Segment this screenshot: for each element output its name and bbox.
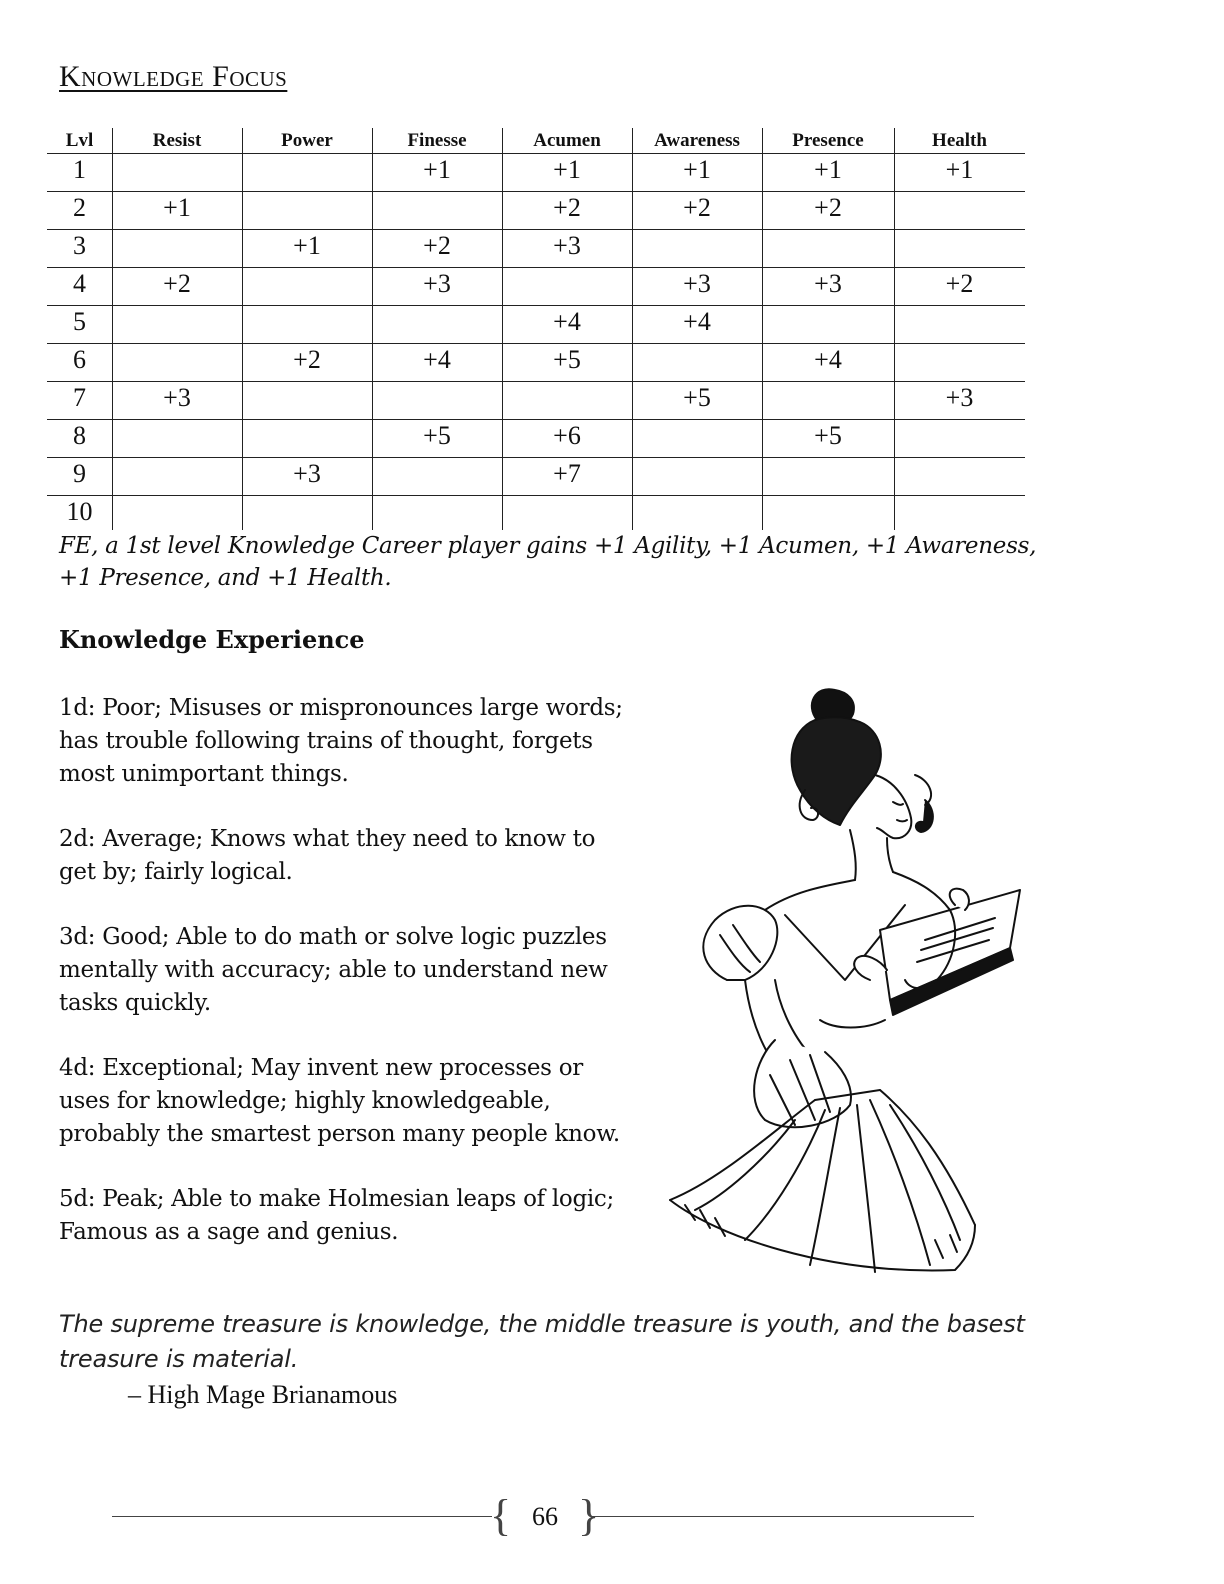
table-cell-presence: +5 — [814, 421, 842, 450]
table-cell-health — [894, 341, 1025, 379]
level-number: 8 — [73, 421, 86, 450]
page-title: Knowledge Focus — [59, 60, 288, 93]
page-footer — [112, 1491, 974, 1540]
table-cell-health — [894, 227, 1025, 265]
table-cell-acumen: +2 — [553, 193, 581, 222]
table-cell-awareness: +4 — [683, 307, 711, 336]
footer-brace-right: } — [578, 1491, 600, 1540]
table-cell-presence — [762, 303, 894, 341]
table-cell-health: +1 — [945, 155, 974, 184]
level-number: 6 — [73, 345, 86, 374]
table-cell-resist — [112, 417, 242, 455]
column-header-presence: Presence — [792, 130, 864, 151]
table-cell-health: +3 — [945, 383, 974, 412]
table-cell-awareness — [632, 455, 762, 493]
experience-level-list — [59, 692, 629, 1281]
table-cell-awareness — [632, 227, 762, 265]
table-cell-finesse — [372, 303, 502, 341]
table-cell-acumen — [502, 265, 632, 303]
column-header-finesse: Finesse — [407, 130, 467, 151]
table-cell-awareness — [632, 341, 762, 379]
column-header-acumen: Acumen — [533, 130, 601, 151]
level-number: 5 — [73, 307, 86, 336]
experience-level-1d: 1d: Poor; Misuses or mispronounces large words; has trouble following trains of thought, forgets most unimportant things. — [59, 695, 623, 787]
level-number: 9 — [73, 459, 86, 488]
table-cell-health — [894, 493, 1025, 531]
column-header-lvl: Lvl — [65, 130, 94, 151]
table-cell-presence — [762, 227, 894, 265]
experience-level-2d: 2d: Average; Knows what they need to know to get by; fairly logical. — [59, 826, 596, 885]
table-cell-health: +2 — [945, 269, 974, 298]
level-number: 4 — [73, 269, 86, 298]
level-number: 7 — [73, 383, 86, 412]
level-number: 2 — [73, 193, 86, 222]
table-cell-finesse — [372, 493, 502, 531]
table-cell-presence — [762, 493, 894, 531]
table-cell-power — [242, 493, 372, 531]
table-cell-power — [242, 151, 372, 189]
section-heading: Knowledge Experience — [59, 625, 365, 654]
table-cell-acumen: +1 — [553, 155, 581, 184]
table-cell-health — [894, 189, 1025, 227]
table-cell-power — [242, 379, 372, 417]
table-cell-resist — [112, 151, 242, 189]
column-header-resist: Resist — [152, 130, 202, 151]
table-cell-presence — [762, 455, 894, 493]
knowledge-focus-table — [47, 128, 1025, 530]
table-cell-health — [894, 303, 1025, 341]
reading-woman-illustration — [625, 680, 1035, 1280]
column-header-awareness: Awareness — [654, 130, 740, 151]
table-cell-acumen: +5 — [553, 345, 581, 374]
table-cell-finesse: +4 — [423, 345, 451, 374]
table-cell-acumen: +7 — [553, 459, 581, 488]
table-cell-awareness: +3 — [683, 269, 711, 298]
experience-level-3d: 3d: Good; Able to do math or solve logic puzzles mentally with accuracy; able to understand new tasks quickly. — [59, 924, 608, 1016]
table-cell-power — [242, 265, 372, 303]
table-cell-awareness: +5 — [683, 383, 711, 412]
table-cell-acumen — [502, 379, 632, 417]
level-number: 3 — [73, 231, 86, 260]
page-number: 66 — [532, 1502, 558, 1531]
table-cell-power — [242, 189, 372, 227]
table-cell-resist — [112, 493, 242, 531]
table-cell-presence: +4 — [814, 345, 842, 374]
table-cell-finesse — [372, 189, 502, 227]
table-cell-resist — [112, 341, 242, 379]
table-cell-finesse: +3 — [423, 269, 451, 298]
table-cell-health — [894, 417, 1025, 455]
table-caption: FE, a 1st level Knowledge Career player gains +1 Agility, +1 Acumen, +1 Awareness, +1 Presence, and +1 Health. — [59, 533, 1037, 591]
table-cell-resist — [112, 455, 242, 493]
table-cell-resist — [112, 227, 242, 265]
table-cell-finesse: +1 — [423, 155, 451, 184]
footer-rule-left — [112, 1516, 492, 1517]
column-header-health: Health — [932, 130, 987, 151]
table-cell-power — [242, 417, 372, 455]
table-cell-finesse: +5 — [423, 421, 451, 450]
table-cell-awareness: +1 — [683, 155, 711, 184]
table-cell-acumen: +6 — [553, 421, 581, 450]
table-cell-presence — [762, 379, 894, 417]
table-cell-power: +1 — [293, 231, 321, 260]
experience-level-5d: 5d: Peak; Able to make Holmesian leaps of logic; Famous as a sage and genius. — [59, 1186, 614, 1245]
table-cell-awareness — [632, 417, 762, 455]
column-header-power: Power — [281, 130, 333, 151]
experience-level-4d: 4d: Exceptional; May invent new processes or uses for knowledge; highly knowledgeable, probably the smartest person many people know. — [59, 1055, 620, 1147]
table-cell-resist: +2 — [163, 269, 191, 298]
table-cell-finesse — [372, 455, 502, 493]
table-cell-acumen — [502, 493, 632, 531]
footer-brace-left: { — [490, 1491, 512, 1540]
table-cell-presence: +1 — [814, 155, 842, 184]
table-cell-presence: +3 — [814, 269, 842, 298]
table-cell-awareness — [632, 493, 762, 531]
level-number: 10 — [66, 497, 93, 526]
table-cell-finesse: +2 — [423, 231, 451, 260]
table-cell-resist: +1 — [163, 193, 191, 222]
quote-attribution: – High Mage Brianamous — [128, 1380, 398, 1409]
quote-text: The supreme treasure is knowledge, the middle treasure is youth, and the basest treasure is material. — [59, 1310, 1025, 1373]
table-cell-awareness: +2 — [683, 193, 711, 222]
table-cell-power: +3 — [293, 459, 321, 488]
table-cell-resist: +3 — [163, 383, 191, 412]
table-cell-presence: +2 — [814, 193, 842, 222]
table-cell-health — [894, 455, 1025, 493]
table-cell-power — [242, 303, 372, 341]
table-cell-acumen: +3 — [553, 231, 581, 260]
table-cell-power: +2 — [293, 345, 321, 374]
table-cell-acumen: +4 — [553, 307, 581, 336]
level-number: 1 — [73, 155, 86, 184]
footer-rule-right — [592, 1516, 974, 1517]
table-cell-finesse — [372, 379, 502, 417]
table-cell-resist — [112, 303, 242, 341]
